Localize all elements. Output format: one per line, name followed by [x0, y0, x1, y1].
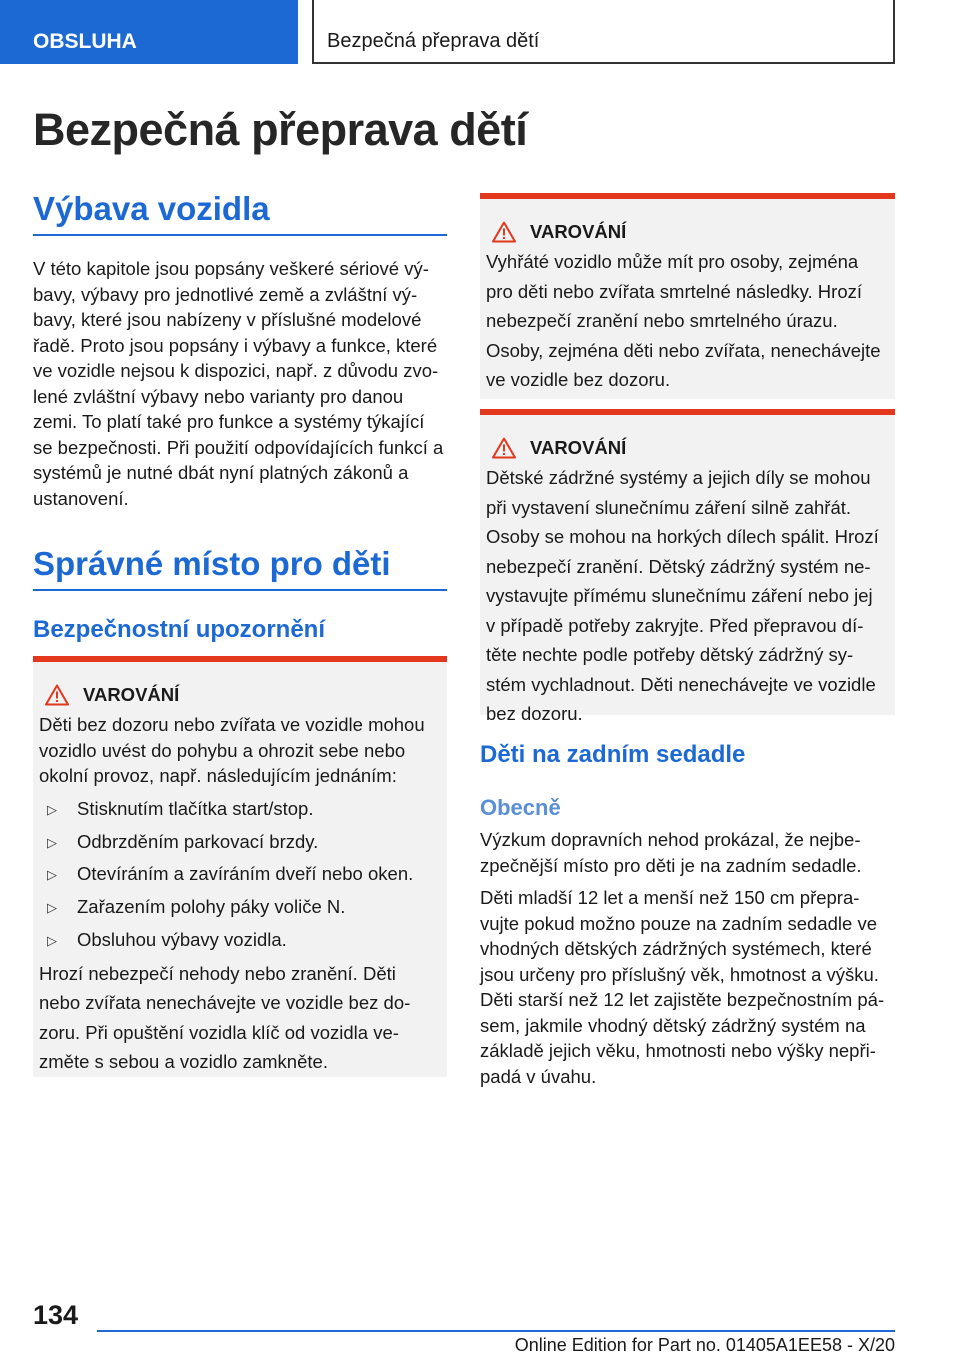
paragraph-line: ustanovení.	[33, 487, 129, 509]
paragraph-line: vhodných dětských zádržných systémech, které	[480, 938, 872, 959]
paragraph-line: bavy, výbavy pro jednotlivé země a zvláštní vý-	[33, 283, 418, 305]
warning-text-line: Hrozí nebezpečí nehody nebo zranění. Děti	[39, 962, 396, 984]
warning-box-hot-seat-parts	[480, 409, 895, 724]
warning-text-line: Osoby, zejména děti nebo zvířata, nenechávejte	[486, 339, 881, 361]
warning-text-line: vozidlo uvést do pohybu a ohrozit sebe nebo	[39, 739, 406, 761]
subheading-deti-na-zadnim-sedadle: Děti na zadním sedadle	[480, 741, 746, 768]
warning-text-line: pro děti nebo zvířata smrtelné následky. Hrozí	[486, 280, 862, 302]
paragraph-line: jsou určeny pro příslušný věk, hmotnost a výšku.	[480, 963, 879, 985]
warning-text-line: stém vychladnout. Děti nenechávejte ve vozidle	[486, 673, 876, 695]
paragraph-line: základě jejich věku, hmotnosti nebo výšky nepři-	[480, 1040, 876, 1061]
vybava-paragraph	[33, 256, 443, 511]
list-item	[39, 793, 441, 826]
warning-triangle-icon	[492, 437, 516, 459]
list-item-text: Stisknutím tlačítka start/stop.	[77, 797, 314, 819]
paragraph-line: sem, jakmile vhodný dětský zádržný systém na	[480, 1014, 866, 1036]
paragraph-line: Děti starší než 12 let zajistěte bezpečnostním pá-	[480, 989, 885, 1010]
paragraph-line: ve vozidle nejsou k dispozici, např. z důvodu zvo-	[33, 360, 439, 381]
paragraph-line: V této kapitole jsou popsány veškeré sériové vý-	[33, 258, 429, 279]
warning-text-line: okolní provoz, např. následujícím jednáním:	[39, 765, 397, 786]
paragraph-line: zemi. To platí také pro funkce a systémy týkající	[33, 411, 425, 432]
warning-text-line: bez dozoru.	[486, 703, 583, 724]
chapter-tab: Bezpečná přeprava dětí	[312, 0, 895, 64]
warning-text-line: v případě potřeby zakryjte. Před přepravou dí-	[486, 614, 864, 636]
page-number: 134	[33, 1300, 79, 1330]
warning-bullet-list	[39, 793, 441, 957]
page-title: Bezpečná přeprava dětí	[33, 104, 528, 155]
triangle-bullet-icon: ▷	[47, 900, 57, 916]
warning-box-heated-vehicle	[480, 193, 895, 399]
warning-text-line: nebezpečí zranění. Dětský zádržný systém ne-	[486, 555, 871, 577]
warning-header	[486, 437, 889, 459]
heading-vybava-vozidla: Výbava vozidla	[33, 190, 447, 236]
footer-edition-text: Online Edition for Part no. 01405A1EE58 - X/20	[514, 1335, 895, 1355]
section-tab: OBSLUHA	[0, 0, 298, 64]
paragraph-line: zpečnější místo pro děti je na zadním sedadle.	[480, 854, 862, 876]
paragraph-line: řadě. Proto jsou popsány i výbavy a funkce, které	[33, 334, 438, 356]
list-item-text: Obsluhou výbavy vozidla.	[77, 929, 287, 951]
list-item	[39, 825, 441, 858]
warning-text-line: vystavujte přímému slunečnímu záření nebo jej	[486, 585, 873, 606]
triangle-bullet-icon: ▷	[47, 867, 57, 883]
paragraph-line: padá v úvahu.	[480, 1065, 597, 1087]
subheading-bezpecnostni-upozorneni: Bezpečnostní upozornění	[33, 616, 326, 643]
warning-text-line: zoru. Při opuštění vozidla klíč od vozidla ve-	[39, 1021, 399, 1043]
warning-box-unattended	[33, 656, 447, 1077]
zadni-paragraph-1	[480, 827, 895, 878]
warning-triangle-icon	[492, 221, 516, 243]
list-item-text: Otevíráním a zavíráním dveří nebo oken.	[77, 863, 414, 885]
warning-label: VAROVÁNÍ	[530, 437, 627, 458]
warning-triangle-icon	[45, 684, 69, 706]
paragraph-line: lené zvláštní výbavy nebo varianty pro danou	[33, 385, 404, 407]
list-item	[39, 858, 441, 891]
warning-text-line: při vystavení slunečnímu záření silně zahřát.	[486, 496, 852, 518]
warning-text-line: těte nechte podle potřeby dětský zádržný sy-	[486, 644, 854, 665]
list-item-text: Zařazením polohy páky voliče N.	[77, 896, 346, 918]
paragraph-line: bavy, které jsou nabízeny v příslušné modelové	[33, 309, 422, 330]
paragraph-line: Děti mladší 12 let a menší než 150 cm přepra-	[480, 887, 860, 908]
footer-divider	[97, 1330, 895, 1332]
list-item	[39, 891, 441, 924]
triangle-bullet-icon: ▷	[47, 801, 57, 817]
warning-label: VAROVÁNÍ	[530, 221, 627, 242]
warning-header	[486, 221, 889, 243]
triangle-bullet-icon: ▷	[47, 834, 57, 850]
paragraph-line: Výzkum dopravních nehod prokázal, že nejbe-	[480, 829, 861, 850]
list-item	[39, 924, 441, 957]
paragraph-line: systémů je nutné dbát nyní platných zákonů a	[33, 462, 409, 483]
warning-text-line: Osoby se mohou na horkých dílech spálit. Hrozí	[486, 526, 879, 547]
warning-text-line: Děti bez dozoru nebo zvířata ve vozidle mohou	[39, 714, 425, 735]
warning-text-line: Dětské zádržné systémy a jejich díly se mohou	[486, 467, 871, 488]
warning-label: VAROVÁNÍ	[83, 684, 180, 705]
list-item-text: Odbrzděním parkovací brzdy.	[77, 830, 319, 852]
warning-text-line: Vyhřáté vozidlo může mít pro osoby, zejména	[486, 251, 859, 272]
warning-text-line: změte s sebou a vozidlo zamkněte.	[39, 1051, 328, 1073]
warning-text-line: ve vozidle bez dozoru.	[486, 369, 671, 390]
paragraph-line: se bezpečnosti. Při použití odpovídajících funkcí a	[33, 436, 444, 458]
heading-spravne-misto: Správné místo pro děti	[33, 545, 447, 591]
subheading-obecne: Obecně	[480, 795, 561, 820]
paragraph-line: vujte pokud možno pouze na zadním sedadle ve	[480, 912, 877, 934]
warning-text-line: nebezpečí zranění nebo smrtelného úrazu.	[486, 310, 838, 331]
warning-text-line: nebo zvířata nenechávejte ve vozidle bez do-	[39, 992, 411, 1014]
zadni-paragraph-2	[480, 885, 895, 1089]
triangle-bullet-icon: ▷	[47, 933, 57, 949]
warning-header	[39, 684, 441, 706]
